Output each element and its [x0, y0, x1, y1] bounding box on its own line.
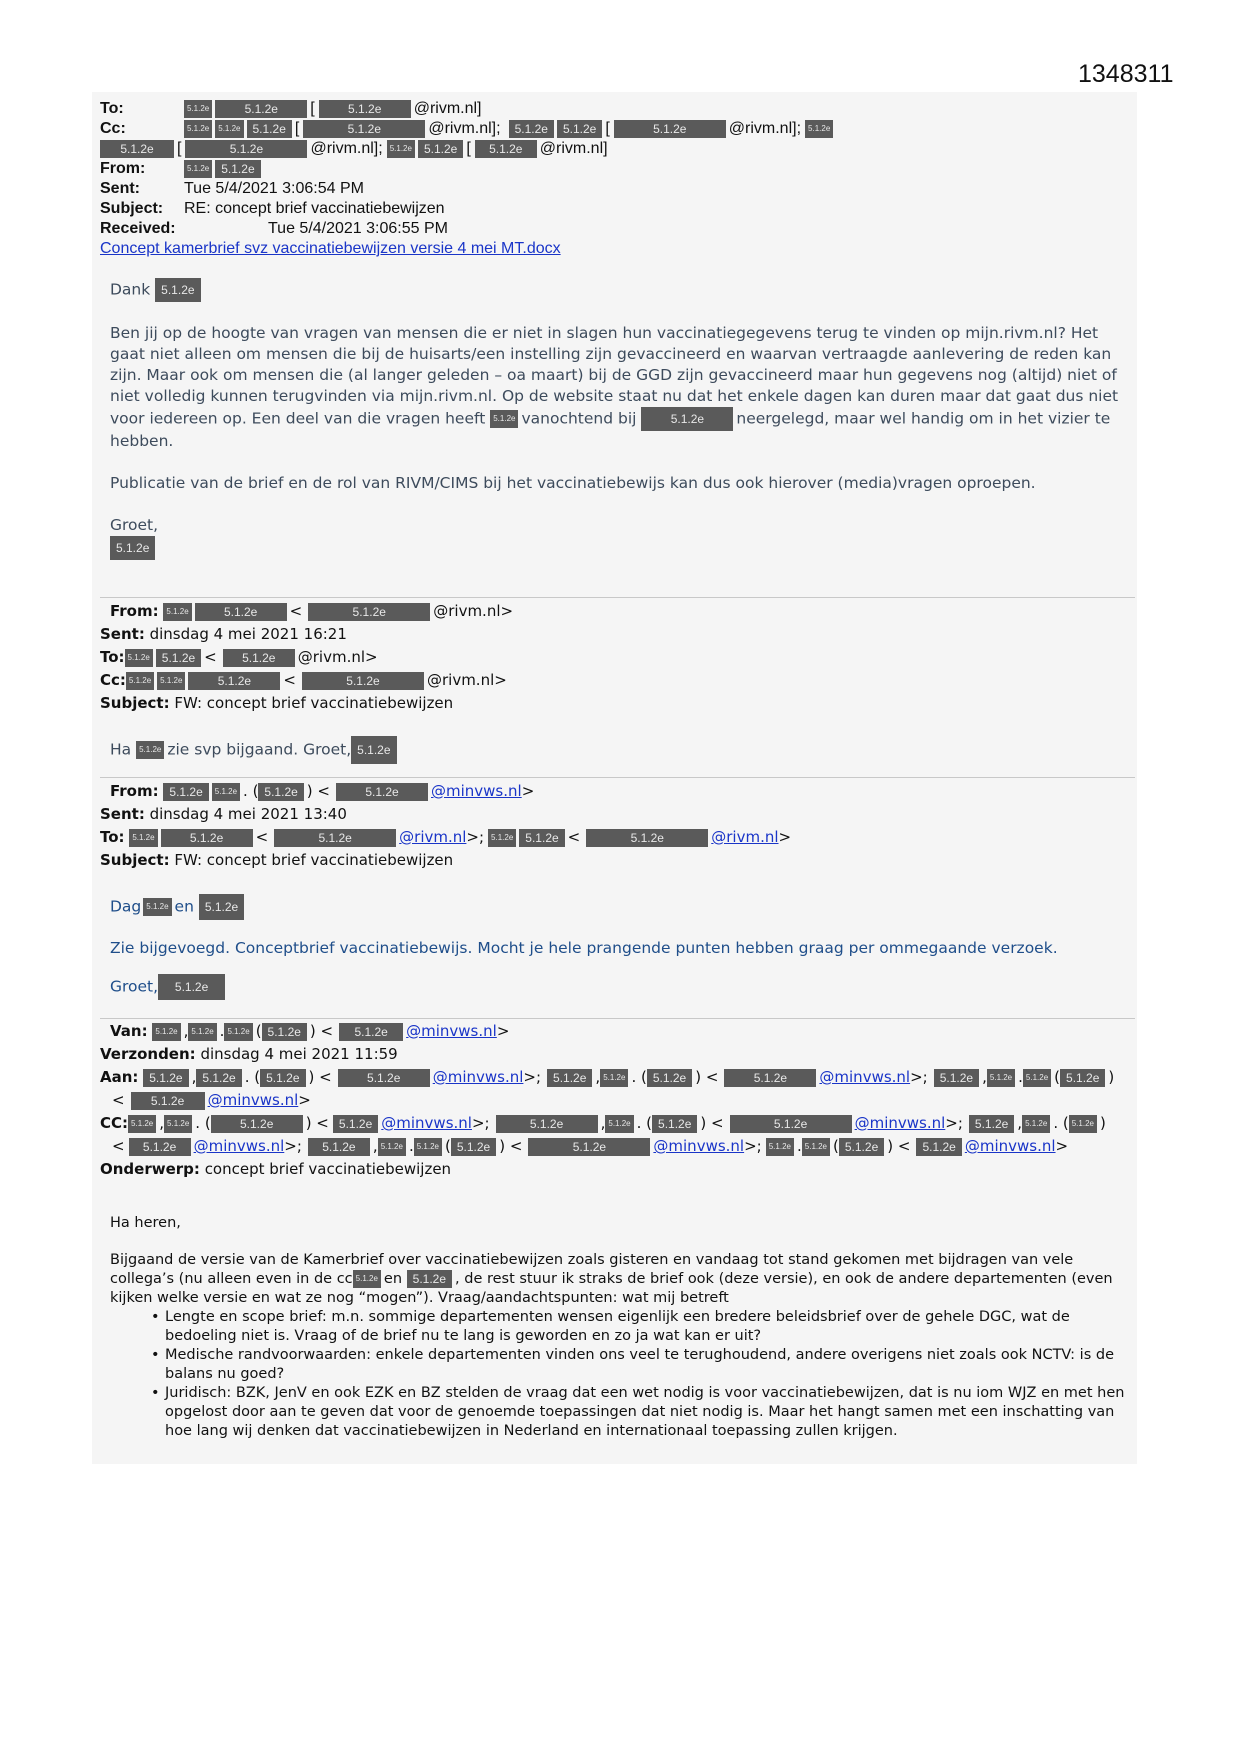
- attachment-row: [100, 239, 1140, 259]
- list-item: • Medische randvoorwaarden: enkele departementen vinden ons veel te terughoudend, andere overigens niet zoals ook NCTV: is de balans nu goed?: [165, 1346, 1130, 1384]
- redaction: 5.1.2e: [1060, 1069, 1105, 1087]
- redaction: 5.1.2e: [724, 1069, 816, 1087]
- redaction: 5.1.2e: [336, 783, 428, 801]
- redaction: 5.1.2e: [274, 829, 396, 847]
- redaction: 5.1.2e: [224, 1023, 252, 1041]
- redaction: 5.1.2e: [308, 603, 430, 621]
- redaction: 5.1.2e: [100, 140, 174, 158]
- sent-row: Verzonden: dinsdag 4 mei 2021 11:59: [100, 1045, 398, 1063]
- redaction: 5.1.2e: [839, 1138, 884, 1156]
- redaction: 5.1.2e: [158, 974, 225, 1000]
- cc-row: Cc: 5.1.2e 5.1.2e 5.1.2e < 5.1.2e @rivm.nl>: [100, 671, 507, 689]
- redaction: 5.1.2e: [184, 160, 212, 178]
- redaction: 5.1.2e: [605, 1115, 633, 1133]
- paragraph: Publicatie van de brief en de rol van RIVM/CIMS bij het vaccinatiebewijs kan dus ook hierover (media)vragen oproepen.: [110, 474, 1036, 492]
- message-2-header: [100, 600, 1140, 715]
- sent-label: Sent:: [100, 180, 140, 197]
- from-row: [100, 159, 1140, 179]
- redaction: 5.1.2e: [916, 1138, 961, 1156]
- redaction: 5.1.2e: [766, 1138, 794, 1156]
- to-row: To: 5.1.2e 5.1.2e < 5.1.2e @rivm.nl>: [100, 648, 378, 666]
- cc-row: CC: 5.1.2e , 5.1.2e . ( 5.1.2e ) < 5.1.2e @minvws.nl >; 5.1.2e , 5.1.2e . ( 5.1.2e ) < 5.1.2e @minvws.nl >; 5.1.2e , 5.1.2e . ( 5.1.2e ): [100, 1114, 1106, 1132]
- message-2-body: Ha 5.1.2e zie svp bijgaand. Groet, 5.1.2e: [110, 736, 1150, 764]
- redaction: 5.1.2e: [802, 1138, 830, 1156]
- email-domain: @rivm.nl]: [413, 100, 482, 117]
- redaction: 5.1.2e: [339, 1023, 403, 1041]
- redaction: 5.1.2e: [338, 1069, 430, 1087]
- document-id: 1348311: [1078, 60, 1174, 88]
- sent-row: [100, 179, 1140, 199]
- from-row: From: 5.1.2e 5.1.2e < 5.1.2e @rivm.nl>: [110, 602, 514, 620]
- to-row: To: 5.1.2e 5.1.2e < 5.1.2e @rivm.nl >; 5.1.2e 5.1.2e < 5.1.2e @rivm.nl >: [100, 828, 792, 846]
- message-3-closing: Groet, 5.1.2e: [110, 974, 1150, 1000]
- received-value: Tue 5/4/2021 3:06:55 PM: [268, 220, 448, 237]
- attachment-link[interactable]: Concept kamerbrief svz vaccinatiebewijzen versie 4 mei MT.docx: [100, 240, 561, 257]
- sent-row: Sent: dinsdag 4 mei 2021 13:40: [100, 805, 347, 823]
- message-3-greeting: Dag 5.1.2e en 5.1.2e: [110, 894, 1150, 920]
- redaction: 5.1.2e: [407, 1270, 452, 1288]
- to-row: Aan: 5.1.2e , 5.1.2e . ( 5.1.2e ) < 5.1.2e @minvws.nl >; 5.1.2e , 5.1.2e . ( 5.1.2e ) < 5.1.2e @minvws.nl >; 5.1.2e , 5.1.2e . 5.1.2e ( 5.1.2e ): [100, 1068, 1115, 1086]
- redaction: 5.1.2e: [528, 1138, 650, 1156]
- email-domain: @rivm.nl];: [310, 140, 383, 157]
- redaction: 5.1.2e: [215, 100, 307, 118]
- to-row: To: 5.1.2e 5.1.2e [ 5.1.2e @rivm.nl]: [100, 100, 482, 117]
- redaction: 5.1.2e: [110, 536, 155, 560]
- redaction: 5.1.2e: [247, 120, 292, 138]
- cc-label: Cc:: [100, 120, 126, 137]
- redaction: 5.1.2e: [451, 1138, 496, 1156]
- redaction: 5.1.2e: [490, 410, 518, 428]
- paragraph: Ben jij op de hoogte van vragen van mensen die er niet in slagen hun vaccinatiegegevens terug te vinden op mijn.rivm.nl? Het gaat niet alleen om mensen die bij de huisarts/een instelling zijn gevaccineerd en waarvan vertraagde aanlevering de reden kan zijn. Maar ook om mensen die (al langer geleden – oa maart) bij de GGD zijn gevaccineerd maar hun gegevens nog (altijd) niet of niet volledig kunnen terugvinden via mijn.rivm.nl. Op de website staat nu dat het enkele dagen kan duren maar dat gaat dus niet voor iedereen op. Een deel van die vragen heeft 5.1.2e vanochtend bij 5.1.2e neergelegd, maar wel handig om in het vizier te hebben.: [110, 324, 1119, 450]
- received-label: Received:: [100, 220, 176, 237]
- divider: [100, 1018, 1135, 1019]
- subject-label: Subject:: [100, 200, 164, 217]
- redaction: 5.1.2e: [557, 120, 602, 138]
- redaction: 5.1.2e: [262, 1023, 307, 1041]
- subject-row: Subject: FW: concept brief vaccinatiebewijzen: [100, 851, 454, 869]
- redaction: 5.1.2e: [496, 1115, 598, 1133]
- closing: Groet, 5.1.2e: [110, 515, 1130, 560]
- sent-value: Tue 5/4/2021 3:06:54 PM: [184, 180, 364, 197]
- divider: [100, 777, 1135, 778]
- redaction: 5.1.2e: [125, 649, 153, 667]
- redaction: 5.1.2e: [353, 1270, 381, 1288]
- received-row: [100, 219, 1140, 239]
- redaction: 5.1.2e: [129, 829, 157, 847]
- redaction: 5.1.2e: [188, 672, 280, 690]
- subject-row: Subject: FW: concept brief vaccinatiebewijzen: [100, 694, 454, 712]
- subject-row: [100, 199, 1140, 219]
- redaction: 5.1.2e: [652, 1115, 697, 1133]
- redaction: 5.1.2e: [1023, 1069, 1051, 1087]
- list-item: • Juridisch: BZK, JenV en ook EZK en BZ stelden de vraag dat een wet nodig is voor vaccinatiebewijzen, dat is nu iom WJZ en met hen opgelost door aan te geven dat voor de genoemde toepassingen dat niet nodig is. Maar het hangt samen met een inschatting van hoe lang wij denken dat vaccinatiebewijzen in Nederland en internationaal toepassing zullen krijgen.: [165, 1384, 1130, 1441]
- redaction: 5.1.2e: [195, 603, 287, 621]
- redaction: 5.1.2e: [418, 140, 463, 158]
- redaction: 5.1.2e: [387, 140, 415, 158]
- redaction: 5.1.2e: [157, 672, 185, 690]
- redaction: 5.1.2e: [600, 1069, 628, 1087]
- message-4-header: [100, 1020, 1140, 1181]
- redaction: 5.1.2e: [152, 1023, 180, 1041]
- redaction: 5.1.2e: [184, 120, 212, 138]
- redaction: 5.1.2e: [188, 1023, 216, 1041]
- redaction: 5.1.2e: [196, 1069, 241, 1087]
- redaction: 5.1.2e: [185, 140, 307, 158]
- greeting: Dank 5.1.2e: [110, 278, 1130, 302]
- redaction: 5.1.2e: [136, 741, 164, 759]
- redaction: 5.1.2e: [215, 160, 260, 178]
- subject-row: Onderwerp: concept brief vaccinatiebewijzen: [100, 1160, 452, 1178]
- from-row: From: 5.1.2e 5.1.2e . ( 5.1.2e ) < 5.1.2e @minvws.nl >: [110, 782, 535, 800]
- list-item: • Lengte en scope brief: m.n. sommige departementen wensen eigenlijk een bredere beleidsbrief over de gehele DGC, wat de bedoeling niet is. Vraag of de brief nu te lang is geworden en zo ja wat kan er uit?: [165, 1308, 1130, 1346]
- message-3-header: [100, 780, 1140, 872]
- sent-row: Sent: dinsdag 4 mei 2021 16:21: [100, 625, 347, 643]
- email-domain: @rivm.nl]: [539, 140, 608, 157]
- redaction: 5.1.2e: [308, 1138, 370, 1156]
- cc-row-2: 5.1.2e [ 5.1.2e @rivm.nl]; 5.1.2e 5.1.2e [ 5.1.2e @rivm.nl]: [100, 139, 1140, 159]
- divider: [100, 597, 1135, 598]
- redaction: 5.1.2e: [333, 1115, 378, 1133]
- redaction: 5.1.2e: [351, 736, 396, 764]
- intro-paragraph: Bijgaand de versie van de Kamerbrief over vaccinatiebewijzen zoals gisteren en vandaag tot stand gekomen met bijdragen van vele collega’s (nu alleen even in de cc 5.1.2e en 5.1.2e , de rest stuur ik straks de brief ook (deze versie), en ook de andere departementen (even kijken welke versie en wat ze nog “mogen”). Vraag/aandachtspunten: wat mij betreft: [110, 1252, 1113, 1306]
- redaction: 5.1.2e: [260, 1069, 305, 1087]
- redaction: 5.1.2e: [987, 1069, 1015, 1087]
- redaction: 5.1.2e: [475, 140, 537, 158]
- to-label: To:: [100, 100, 124, 117]
- redaction: 5.1.2e: [161, 829, 253, 847]
- redaction: 5.1.2e: [258, 783, 303, 801]
- redaction: 5.1.2e: [211, 1115, 303, 1133]
- redaction: 5.1.2e: [805, 120, 833, 138]
- redaction: 5.1.2e: [184, 100, 212, 118]
- redaction: 5.1.2e: [969, 1115, 1014, 1133]
- redaction: 5.1.2e: [163, 783, 208, 801]
- cc-row-2: < 5.1.2e @minvws.nl >; 5.1.2e , 5.1.2e . 5.1.2e ( 5.1.2e ) < 5.1.2e @minvws.nl >; 5.1.2e . 5.1.2e ( 5.1.2e ) < 5.1.2e @minvws.nl >: [112, 1137, 1069, 1155]
- redaction: 5.1.2e: [1069, 1115, 1097, 1133]
- email-header-top: [100, 99, 1140, 259]
- redaction: 5.1.2e: [509, 120, 554, 138]
- redaction: 5.1.2e: [223, 649, 295, 667]
- to-row-2: < 5.1.2e @minvws.nl >: [112, 1091, 311, 1109]
- redaction: 5.1.2e: [215, 120, 243, 138]
- redaction: 5.1.2e: [303, 120, 425, 138]
- redaction: 5.1.2e: [647, 1069, 692, 1087]
- from-label: From:: [100, 160, 146, 177]
- redaction: 5.1.2e: [488, 829, 516, 847]
- redaction: 5.1.2e: [614, 120, 726, 138]
- redaction: 5.1.2e: [641, 407, 733, 431]
- redaction: 5.1.2e: [156, 649, 201, 667]
- email-domain: @rivm.nl];: [728, 120, 802, 137]
- redaction: 5.1.2e: [519, 829, 564, 847]
- email-domain: @rivm.nl];: [428, 120, 501, 137]
- redaction: 5.1.2e: [155, 278, 200, 302]
- redaction: 5.1.2e: [319, 100, 411, 118]
- redaction: 5.1.2e: [129, 1138, 191, 1156]
- redaction: 5.1.2e: [163, 603, 191, 621]
- redaction: 5.1.2e: [586, 829, 708, 847]
- cc-row: Cc: 5.1.2e 5.1.2e 5.1.2e [ 5.1.2e @rivm.nl]; 5.1.2e 5.1.2e [ 5.1.2e @rivm.nl]; 5.1.2e: [100, 119, 1140, 139]
- bullet-list: [110, 1308, 1130, 1441]
- redaction: 5.1.2e: [128, 1115, 156, 1133]
- message-1-body: [110, 278, 1130, 560]
- redaction: 5.1.2e: [212, 783, 240, 801]
- redaction: 5.1.2e: [547, 1069, 592, 1087]
- greeting: Ha heren,: [110, 1215, 181, 1231]
- redaction: 5.1.2e: [131, 1092, 205, 1110]
- redaction: 5.1.2e: [143, 898, 171, 916]
- redaction: 5.1.2e: [414, 1138, 442, 1156]
- subject-value: RE: concept brief vaccinatiebewijzen: [184, 200, 445, 217]
- redaction: 5.1.2e: [302, 672, 424, 690]
- from-row: Van: 5.1.2e , 5.1.2e . 5.1.2e ( 5.1.2e ) < 5.1.2e @minvws.nl >: [110, 1022, 510, 1040]
- redaction: 5.1.2e: [934, 1069, 979, 1087]
- message-3-body: Zie bijgevoegd. Conceptbrief vaccinatiebewijs. Mocht je hele prangende punten hebben graag per ommegaande verzoek.: [110, 939, 1058, 957]
- redaction: 5.1.2e: [730, 1115, 852, 1133]
- redaction: 5.1.2e: [143, 1069, 188, 1087]
- redaction: 5.1.2e: [126, 672, 154, 690]
- redaction: 5.1.2e: [164, 1115, 192, 1133]
- redaction: 5.1.2e: [378, 1138, 406, 1156]
- message-4-body: [110, 1214, 1130, 1441]
- redaction: 5.1.2e: [199, 894, 244, 920]
- redaction: 5.1.2e: [1022, 1115, 1050, 1133]
